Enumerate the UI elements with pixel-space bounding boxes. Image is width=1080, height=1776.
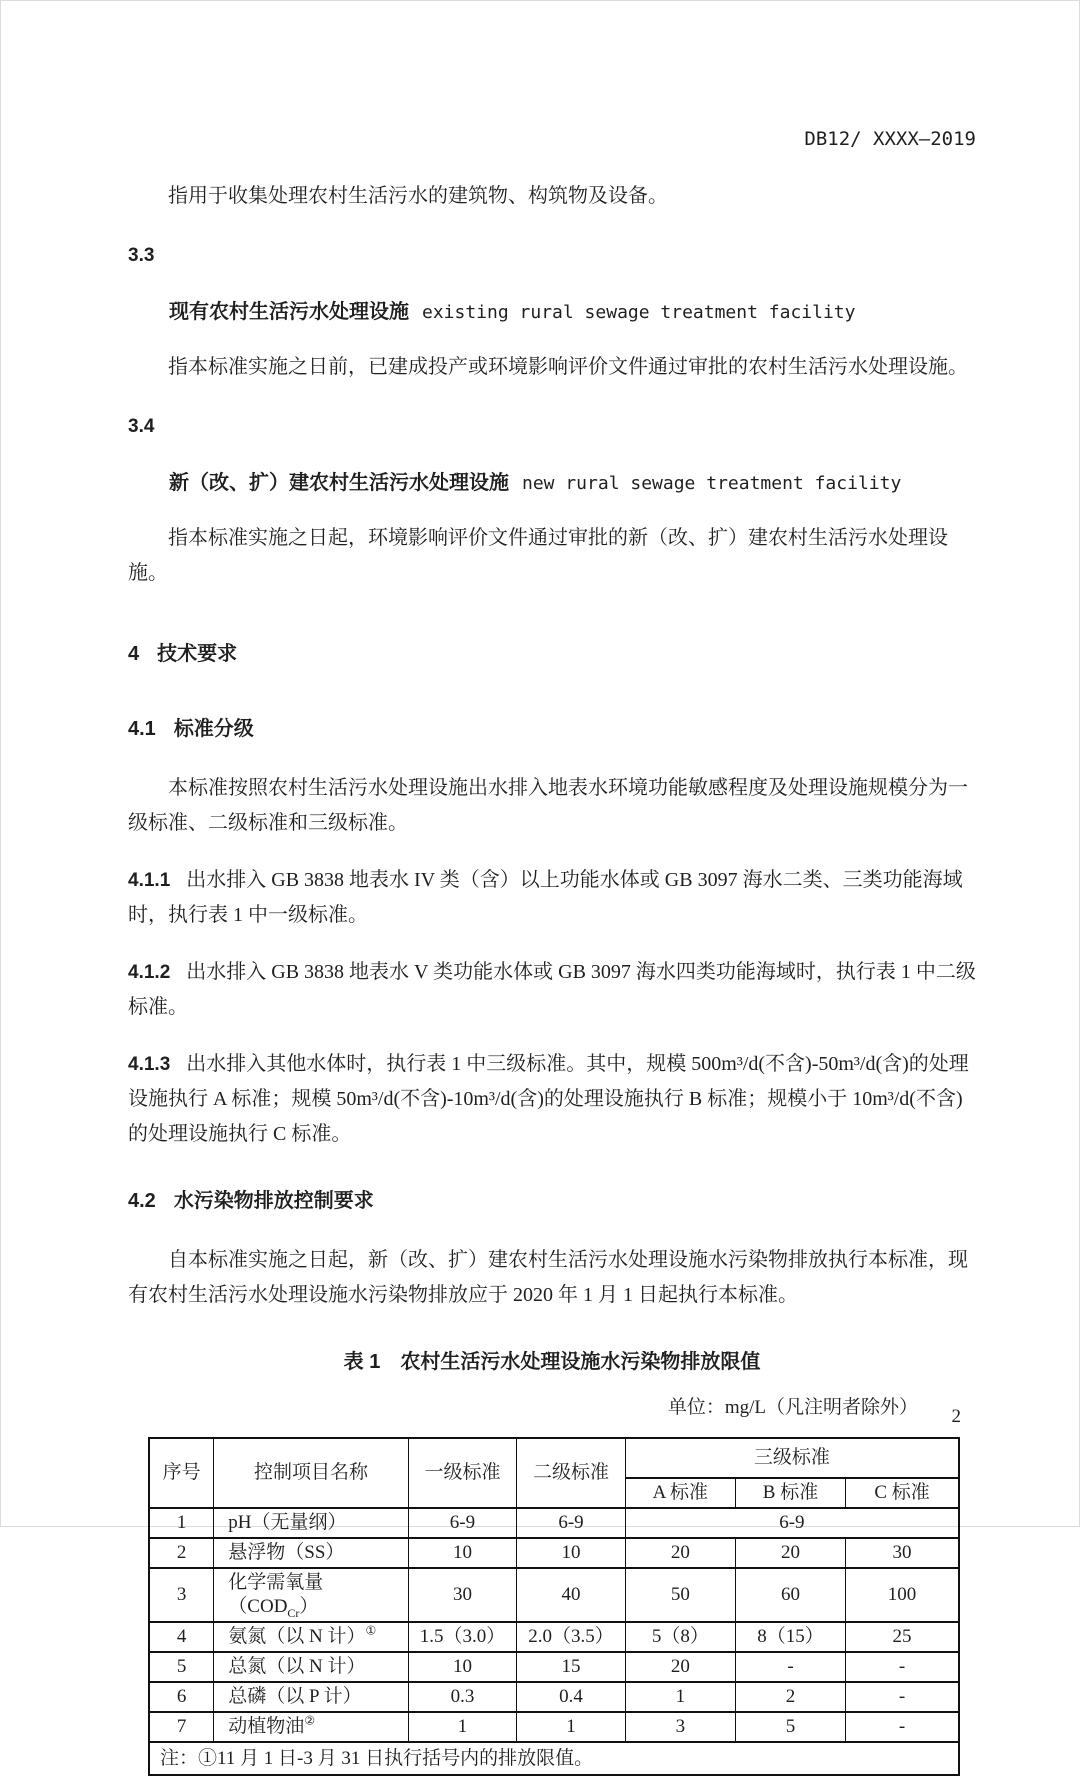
table-row (149, 1712, 959, 1742)
table-header-cell: A 标准 (625, 1478, 735, 1508)
paragraph-4-2: 自本标准实施之日起，新（改、扩）建农村生活污水处理设施水污染物排放执行本标准，现有农村生活污水处理设施水污染物排放应于 2020 年 1 月 1 日起执行本标准。 (128, 1249, 968, 1306)
table-header-cell: 控制项目名称 (214, 1438, 408, 1508)
item-text: 动植物油 (228, 1716, 305, 1737)
table-cell: 悬浮物（SS） (214, 1538, 408, 1568)
term-definition: 指本标准实施之日起，环境影响评价文件通过审批的新（改、扩）建农村生活污水处理设施。 (128, 527, 948, 584)
table-cell: 10 (517, 1538, 626, 1568)
table-cell: 总氮（以 N 计） (214, 1652, 408, 1682)
table-cell: 2 (735, 1682, 845, 1712)
page-number: 2 (951, 1406, 961, 1427)
paragraph-4-1: 本标准按照农村生活污水处理设施出水排入地表水环境功能敏感程度及处理设施规模分为一级标准、二级标准和三级标准。 (128, 777, 968, 834)
term-line-3-4 (169, 466, 976, 501)
table-cell: - (846, 1682, 959, 1712)
table-header-cell: 序号 (149, 1438, 214, 1508)
section-heading-4-1 (128, 712, 976, 747)
table-cell: 25 (846, 1622, 959, 1652)
table-title: 表 1 农村生活污水处理设施水污染物排放限值 (343, 1351, 761, 1373)
table-cell: 20 (625, 1538, 735, 1568)
section-title: 水污染物排放控制要求 (173, 1190, 374, 1212)
term-en: existing rural sewage treatment facility (422, 302, 856, 323)
table-cell: 30 (846, 1538, 959, 1568)
table-row (149, 1682, 959, 1712)
table-row (149, 1652, 959, 1682)
term-definition: 指本标准实施之日前，已建成投产或环境影响评价文件通过审批的农村生活污水处理设施。 (168, 356, 968, 378)
table-cell: 8（15） (735, 1622, 845, 1652)
table-cell: 5 (149, 1652, 214, 1682)
table-cell: 2.0（3.5） (517, 1622, 626, 1652)
table-cell: 40 (517, 1568, 626, 1622)
table-header-cell: 二级标准 (517, 1438, 626, 1508)
table-row (149, 1568, 959, 1622)
table-cell: - (846, 1712, 959, 1742)
clause-number: 4.1.2 (128, 962, 171, 983)
section-number: 4.1 (128, 718, 156, 740)
table-cell: 6 (149, 1682, 214, 1712)
table-header-cell: C 标准 (846, 1478, 959, 1508)
section-title: 标准分级 (173, 718, 254, 740)
table-header-cell: 一级标准 (408, 1438, 517, 1508)
table-cell: 4 (149, 1622, 214, 1652)
table-cell: 30 (408, 1568, 517, 1622)
table-cell: 1.5（3.0） (408, 1622, 517, 1652)
table-cell: 1 (625, 1682, 735, 1712)
table-cell (214, 1712, 408, 1742)
item-text: ） (299, 1596, 319, 1617)
clause-number: 4.1.3 (128, 1054, 171, 1075)
term-zh: 新（改、扩）建农村生活污水处理设施 (169, 472, 509, 494)
table-cell: 6-9 (625, 1508, 959, 1538)
table-cell: pH（无量纲） (214, 1508, 408, 1538)
table-header-row (149, 1438, 959, 1478)
clause-4-1-2 (128, 955, 976, 1025)
table-cell: 5（8） (625, 1622, 735, 1652)
clause-4-1-1 (128, 863, 976, 933)
table-cell: 20 (735, 1538, 845, 1568)
table-row (149, 1622, 959, 1652)
table-header-cell: 三级标准 (625, 1438, 959, 1478)
term-zh: 现有农村生活污水处理设施 (169, 301, 409, 323)
table-cell: 1 (408, 1712, 517, 1742)
table-cell: 10 (408, 1538, 517, 1568)
table-note: 注：①11 月 1 日-3 月 31 日执行括号内的排放限值。 (149, 1742, 959, 1775)
table-cell: 0.3 (408, 1682, 517, 1712)
clause-4-1-3 (128, 1047, 976, 1152)
clause-number-3-4: 3.4 (128, 416, 155, 437)
table-cell: 7 (149, 1712, 214, 1742)
table-cell: 3 (625, 1712, 735, 1742)
table-cell: 20 (625, 1652, 735, 1682)
table-cell (214, 1568, 408, 1622)
item-subscript: Cr (287, 1605, 300, 1620)
table-header-cell: B 标准 (735, 1478, 845, 1508)
table-cell: 15 (517, 1652, 626, 1682)
section-heading-4-2 (128, 1184, 976, 1219)
section-number: 4 (128, 643, 140, 665)
table-cell: 6-9 (408, 1508, 517, 1538)
table-cell: - (735, 1652, 845, 1682)
clause-number: 4.1.1 (128, 870, 171, 891)
item-text: 化学需氧量（COD (228, 1572, 324, 1617)
item-footnote-mark: ② (304, 1713, 316, 1728)
table-cell: 50 (625, 1568, 735, 1622)
section-heading-4 (128, 637, 976, 672)
table-cell: 6-9 (517, 1508, 626, 1538)
item-footnote-mark: ① (365, 1623, 377, 1638)
table-cell: 1 (149, 1508, 214, 1538)
emission-limits-table (148, 1437, 960, 1776)
table-cell: 3 (149, 1568, 214, 1622)
table-unit-label: 单位：mg/L（凡注明者除外） (667, 1397, 918, 1418)
term-line-3-3 (169, 295, 976, 330)
table-cell: 2 (149, 1538, 214, 1568)
clause-text: 出水排入 GB 3838 地表水 IV 类（含）以上功能水体或 GB 3097 海水二类、三类功能海域时，执行表 1 中一级标准。 (128, 869, 963, 926)
doc-code: DB12/ XXXX—2019 (804, 128, 976, 150)
paragraph-term-definition: 指用于收集处理农村生活污水的建筑物、构筑物及设备。 (168, 185, 668, 207)
table-cell: 1 (517, 1712, 626, 1742)
table-cell: - (846, 1652, 959, 1682)
table-cell: 总磷（以 P 计） (214, 1682, 408, 1712)
item-text: 氨氮（以 N 计） (228, 1626, 366, 1647)
table-cell: 0.4 (517, 1682, 626, 1712)
table-cell: 10 (408, 1652, 517, 1682)
table-cell (214, 1622, 408, 1652)
clause-text: 出水排入其他水体时，执行表 1 中三级标准。其中，规模 500m³/d(不含)-50m³/d(含)的处理设施执行 A 标准；规模 50m³/d(不含)-10m³/d(含)的处理设施执行 B 标准；规模小于 10m³/d(不含)的处理设施执行 C 标准。 (128, 1053, 969, 1145)
section-number: 4.2 (128, 1190, 156, 1212)
term-en: new rural sewage treatment facility (522, 473, 902, 494)
clause-text: 出水排入 GB 3838 地表水 V 类功能水体或 GB 3097 海水四类功能海域时，执行表 1 中二级标准。 (128, 961, 976, 1018)
table-cell: 100 (846, 1568, 959, 1622)
table-cell: 60 (735, 1568, 845, 1622)
clause-number-3-3: 3.3 (128, 245, 155, 266)
table-row (149, 1508, 959, 1538)
table-note-row (149, 1742, 959, 1775)
table-cell: 5 (735, 1712, 845, 1742)
table-row (149, 1538, 959, 1568)
section-title: 技术要求 (157, 643, 238, 665)
